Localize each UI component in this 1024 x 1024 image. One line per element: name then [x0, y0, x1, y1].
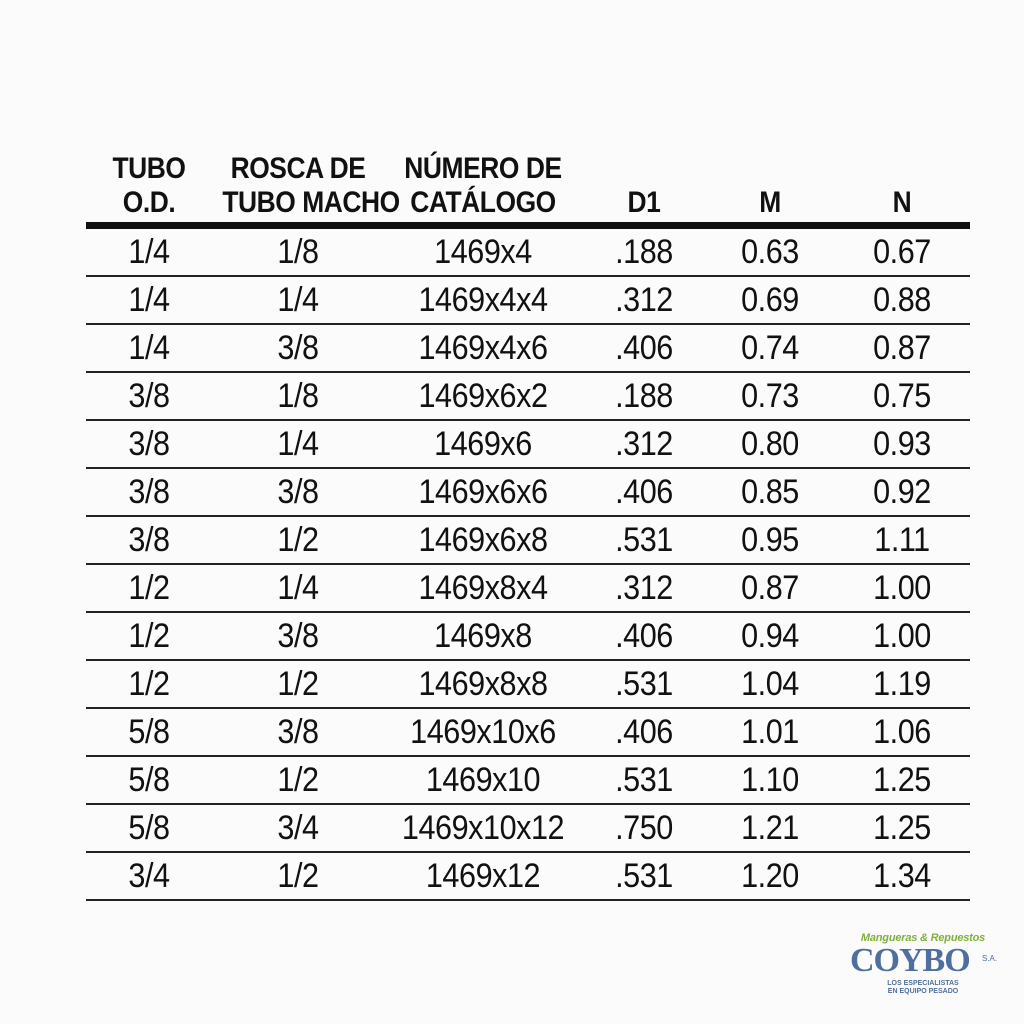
- cell-n: 1.25: [873, 808, 931, 847]
- logo-subtitle: LOS ESPECIALISTAS EN EQUIPO PESADO: [887, 980, 959, 995]
- cell-numero-catalogo: 1469x8x8: [418, 664, 548, 703]
- cell-numero-catalogo: 1469x12: [425, 856, 541, 895]
- cell-m: 1.20: [741, 856, 799, 895]
- table-row: [86, 709, 970, 757]
- spec-table: [86, 148, 970, 901]
- header-rosca: ROSCA DE TUBO MACHO: [222, 152, 400, 219]
- cell-tubo-od: 1/2: [128, 568, 170, 607]
- cell-n: 1.11: [874, 520, 930, 559]
- cell-n: 1.00: [873, 568, 931, 607]
- cell-n: 1.25: [873, 760, 931, 799]
- cell-m: 0.85: [741, 472, 799, 511]
- cell-rosca: 1/4: [277, 568, 319, 607]
- table-row: [86, 517, 970, 565]
- cell-n: 0.75: [873, 376, 931, 415]
- cell-m: 1.21: [741, 808, 799, 847]
- cell-d1: .312: [615, 424, 673, 463]
- table-row: [86, 757, 970, 805]
- table-row: [86, 805, 970, 853]
- cell-tubo-od: 5/8: [128, 712, 170, 751]
- cell-rosca: 3/8: [277, 472, 319, 511]
- cell-tubo-od: 3/8: [128, 472, 170, 511]
- cell-numero-catalogo: 1469x10x12: [401, 808, 565, 847]
- cell-n: 0.67: [873, 232, 931, 271]
- cell-n: 1.19: [873, 664, 931, 703]
- cell-tubo-od: 1/4: [128, 232, 170, 271]
- header-m: M: [759, 186, 781, 219]
- cell-rosca: 1/2: [277, 760, 319, 799]
- table-row: [86, 853, 970, 901]
- cell-m: 0.63: [741, 232, 799, 271]
- cell-m: 1.04: [741, 664, 799, 703]
- cell-numero-catalogo: 1469x8x4: [418, 568, 548, 607]
- table-header-row: [86, 148, 970, 229]
- table-row: [86, 661, 970, 709]
- table-row: [86, 277, 970, 325]
- cell-rosca: 3/4: [277, 808, 319, 847]
- cell-m: 0.69: [741, 280, 799, 319]
- cell-d1: .406: [615, 472, 673, 511]
- cell-numero-catalogo: 1469x6x2: [418, 376, 548, 415]
- logo-suffix: S.A.: [982, 954, 998, 963]
- table-row: [86, 613, 970, 661]
- cell-tubo-od: 3/4: [128, 856, 170, 895]
- cell-tubo-od: 3/8: [128, 520, 170, 559]
- cell-rosca: 3/8: [277, 712, 319, 751]
- cell-tubo-od: 1/2: [128, 616, 170, 655]
- cell-numero-catalogo: 1469x8: [434, 616, 532, 655]
- cell-n: 1.06: [873, 712, 931, 751]
- cell-tubo-od: 1/4: [128, 280, 170, 319]
- cell-numero-catalogo: 1469x10: [425, 760, 541, 799]
- company-logo: [848, 932, 998, 996]
- cell-numero-catalogo: 1469x6x8: [418, 520, 548, 559]
- cell-rosca: 3/8: [277, 616, 319, 655]
- logo-tagline: Mangueras & Repuestos: [860, 932, 986, 944]
- cell-d1: .188: [615, 376, 673, 415]
- cell-rosca: 3/8: [277, 328, 319, 367]
- cell-d1: .312: [615, 568, 673, 607]
- table-row: [86, 565, 970, 613]
- cell-d1: .188: [615, 232, 673, 271]
- cell-n: 1.00: [873, 616, 931, 655]
- table-body: [86, 229, 970, 901]
- cell-m: 0.95: [741, 520, 799, 559]
- cell-m: 0.73: [741, 376, 799, 415]
- table-row: [86, 373, 970, 421]
- cell-rosca: 1/2: [277, 664, 319, 703]
- header-d1: D1: [627, 186, 661, 219]
- cell-numero-catalogo: 1469x6: [434, 424, 532, 463]
- cell-m: 0.74: [741, 328, 799, 367]
- cell-d1: .312: [615, 280, 673, 319]
- cell-d1: .531: [615, 520, 673, 559]
- cell-tubo-od: 5/8: [128, 760, 170, 799]
- cell-numero-catalogo: 1469x10x6: [410, 712, 556, 751]
- cell-d1: .531: [615, 664, 673, 703]
- cell-numero-catalogo: 1469x4x4: [418, 280, 548, 319]
- cell-d1: .531: [615, 760, 673, 799]
- cell-n: 0.87: [873, 328, 931, 367]
- cell-m: 0.94: [741, 616, 799, 655]
- cell-d1: .531: [615, 856, 673, 895]
- cell-numero-catalogo: 1469x6x6: [418, 472, 548, 511]
- cell-d1: .406: [615, 328, 673, 367]
- logo-name: COYBO: [850, 942, 970, 979]
- table-row: [86, 229, 970, 277]
- cell-rosca: 1/2: [277, 520, 319, 559]
- cell-n: 0.93: [873, 424, 931, 463]
- cell-tubo-od: 5/8: [128, 808, 170, 847]
- cell-rosca: 1/8: [277, 232, 319, 271]
- cell-rosca: 1/2: [277, 856, 319, 895]
- header-n: N: [892, 186, 912, 219]
- cell-m: 0.80: [741, 424, 799, 463]
- cell-m: 1.10: [741, 760, 799, 799]
- table-row: [86, 421, 970, 469]
- cell-m: 1.01: [741, 712, 799, 751]
- cell-tubo-od: 1/4: [128, 328, 170, 367]
- cell-tubo-od: 1/2: [128, 664, 170, 703]
- cell-tubo-od: 3/8: [128, 424, 170, 463]
- header-numero-catalogo: NÚMERO DE CATÁLOGO: [404, 152, 562, 219]
- cell-d1: .406: [615, 616, 673, 655]
- table-row: [86, 325, 970, 373]
- cell-numero-catalogo: 1469x4: [434, 232, 532, 271]
- cell-n: 0.88: [873, 280, 931, 319]
- cell-rosca: 1/4: [277, 280, 319, 319]
- cell-numero-catalogo: 1469x4x6: [418, 328, 548, 367]
- table-row: [86, 469, 970, 517]
- header-tubo-od: TUBO O.D.: [112, 152, 186, 219]
- cell-d1: .406: [615, 712, 673, 751]
- cell-rosca: 1/4: [277, 424, 319, 463]
- cell-tubo-od: 3/8: [128, 376, 170, 415]
- cell-n: 1.34: [873, 856, 931, 895]
- cell-d1: .750: [615, 808, 673, 847]
- cell-m: 0.87: [741, 568, 799, 607]
- cell-n: 0.92: [873, 472, 931, 511]
- cell-rosca: 1/8: [277, 376, 319, 415]
